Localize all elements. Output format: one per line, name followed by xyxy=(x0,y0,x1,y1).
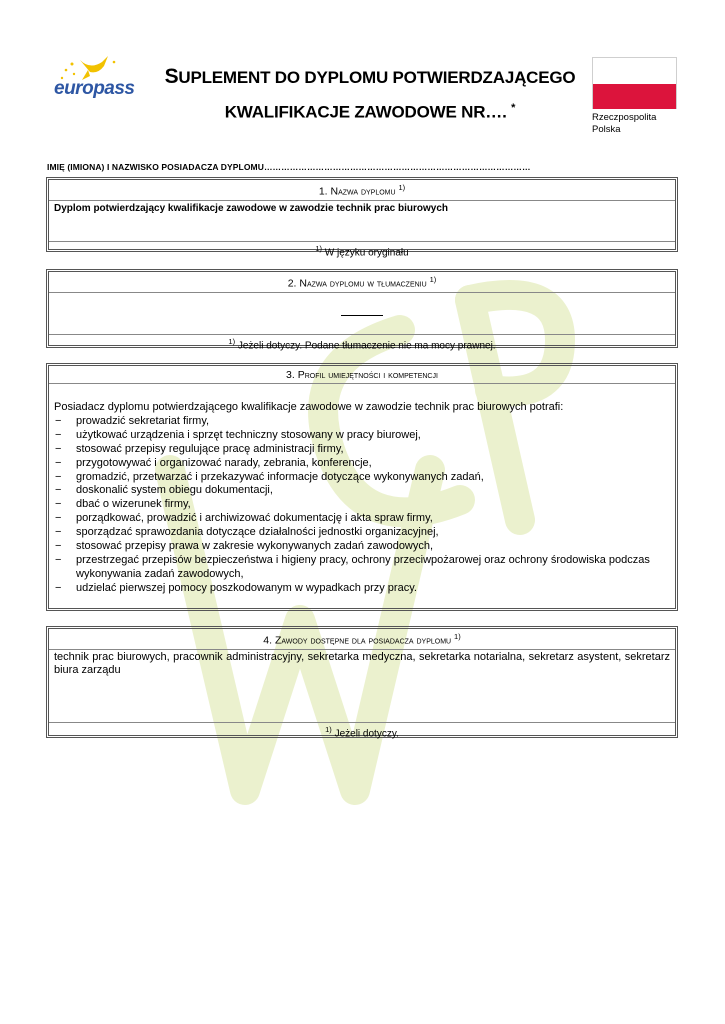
footnote-mark: 1) xyxy=(325,724,332,734)
section-footnote xyxy=(49,334,675,353)
polish-flag xyxy=(592,57,677,109)
section-heading xyxy=(49,629,675,650)
skill-text: dbać o wizerunek firmy, xyxy=(76,498,191,511)
title-initial: S xyxy=(164,65,179,88)
section-heading-text: 1. Nazwa dyplomu xyxy=(318,185,396,198)
translated-name-value xyxy=(49,293,675,334)
skill-item xyxy=(54,582,670,596)
skill-text: przestrzegać przepisów bezpieczeństwa i higieny pracy, ochrony przeciwpożarowej oraz ochrony środowiska podczas wykonywania zadań zawodowych, xyxy=(76,553,650,580)
skill-text: przygotowywać i organizować narady, zebrania, konferencje, xyxy=(76,456,372,469)
section-heading: 3. Profil umiejętności i kompetencji xyxy=(49,366,675,384)
section-available-professions xyxy=(46,626,678,738)
skill-item xyxy=(54,512,670,526)
flag-red-band xyxy=(593,84,676,109)
skill-text: udzielać pierwszej pomocy poszkodowanym w wypadkach przy pracy. xyxy=(76,581,417,594)
section-heading xyxy=(49,180,675,201)
dash-bullet-icon: − xyxy=(55,498,62,511)
skill-item xyxy=(54,429,670,443)
footnote-mark: 1) xyxy=(315,243,322,253)
section-heading-text: 2. Nazwa dyplomu w tłumaczeniu xyxy=(287,277,427,290)
dash-bullet-icon: − xyxy=(55,553,62,566)
section-footnote xyxy=(49,722,675,741)
flag-caption-line2: Polska xyxy=(592,124,621,135)
skill-item xyxy=(54,526,670,540)
footnote-mark: 1) xyxy=(228,336,236,346)
skill-item xyxy=(54,498,670,512)
professions-value: technik prac biurowych, pracownik administracyjny, sekretarka medyczna, sekretarka notarialna, sekretarz asystent, sekretarz biura zarządu xyxy=(54,650,670,676)
skill-item xyxy=(54,540,670,554)
skill-item xyxy=(54,484,670,498)
skill-text: gromadzić, przetwarzać i przekazywać informacje dotyczące wykonywanych zadań, xyxy=(76,470,484,483)
skill-text: porządkować, prowadzić i archiwizować dokumentację i akta spraw firmy, xyxy=(76,512,433,525)
skill-text: doskonalić system obiegu dokumentacji, xyxy=(76,484,273,497)
document-title xyxy=(160,62,580,128)
title-line2: KWALIFIKACJE ZAWODOWE NR…. xyxy=(224,102,507,122)
europass-logo xyxy=(50,52,150,108)
dash-bullet-icon: − xyxy=(55,512,62,525)
logo-text-pass: pass xyxy=(93,78,135,99)
title-marker: * xyxy=(511,102,516,114)
skill-item xyxy=(54,554,670,582)
section-diploma-name xyxy=(46,177,678,258)
skill-item xyxy=(54,457,670,471)
dash-bullet-icon: − xyxy=(55,540,62,553)
footnote-ref: 1) xyxy=(454,632,461,641)
footnote-text: W języku oryginału xyxy=(321,246,409,258)
footnote-ref: 1) xyxy=(398,183,406,192)
empty-value-line xyxy=(341,315,383,316)
section-translated-name xyxy=(46,269,678,351)
section-skills-profile xyxy=(46,363,678,611)
flag-white-band xyxy=(593,58,676,84)
skill-text: użytkować urządzenia i sprzęt techniczny stosowany w pracy biurowej, xyxy=(76,428,421,441)
skill-text: sporządzać sprawozdania dotyczące działalności jednostki organizacyjnej, xyxy=(76,526,439,539)
dash-bullet-icon: − xyxy=(55,414,62,427)
dash-bullet-icon: − xyxy=(55,526,62,539)
skill-item xyxy=(54,443,670,457)
holder-name-line: IMIĘ (IMIONA) I NAZWISKO POSIADACZA DYPLOMU………………………………………………………………………………… xyxy=(47,162,531,172)
dash-bullet-icon: − xyxy=(55,456,62,469)
skill-text: stosować przepisy regulujące pracę administracji firmy, xyxy=(76,442,344,455)
skill-text: prowadzić sekretariat firmy, xyxy=(76,414,210,427)
diploma-name-value: Dyplom potwierdzający kwalifikacje zawodowe w zawodzie technik prac biurowych xyxy=(54,202,448,214)
dash-bullet-icon: − xyxy=(55,442,62,455)
flag-caption-line1: Rzeczpospolita xyxy=(592,112,657,123)
skills-body xyxy=(49,384,675,596)
skills-intro: Posiadacz dyplomu potwierdzającego kwalifikacje zawodowe w zawodzie technik prac biurowych potrafi: xyxy=(54,401,564,413)
title-line1: UPLEMENT DO DYPLOMU POTWIERDZAJĄCEGO xyxy=(178,68,576,87)
skills-list xyxy=(54,415,670,596)
skill-item xyxy=(54,471,670,485)
section-heading-text: 4. Zawody dostępne dla posiadacza dyplomu xyxy=(263,634,452,647)
logo-text-euro: euro xyxy=(54,78,94,99)
dash-bullet-icon: − xyxy=(55,484,62,497)
dash-bullet-icon: − xyxy=(55,470,62,483)
dash-bullet-icon: − xyxy=(55,581,62,594)
skill-text: stosować przepisy prawa w zakresie wykonywanych zadań zawodowych, xyxy=(76,540,434,553)
section-footnote xyxy=(49,241,675,260)
footnote-text: Jeżeli dotyczy. xyxy=(331,727,399,739)
skill-item xyxy=(54,415,670,429)
flag-caption xyxy=(592,112,682,136)
footnote-ref: 1) xyxy=(429,275,437,284)
section-heading xyxy=(49,272,675,293)
dash-bullet-icon: − xyxy=(55,428,62,441)
footnote-text: Jeżeli dotyczy. Podane tłumaczenie nie ma mocy prawnej. xyxy=(235,339,496,351)
